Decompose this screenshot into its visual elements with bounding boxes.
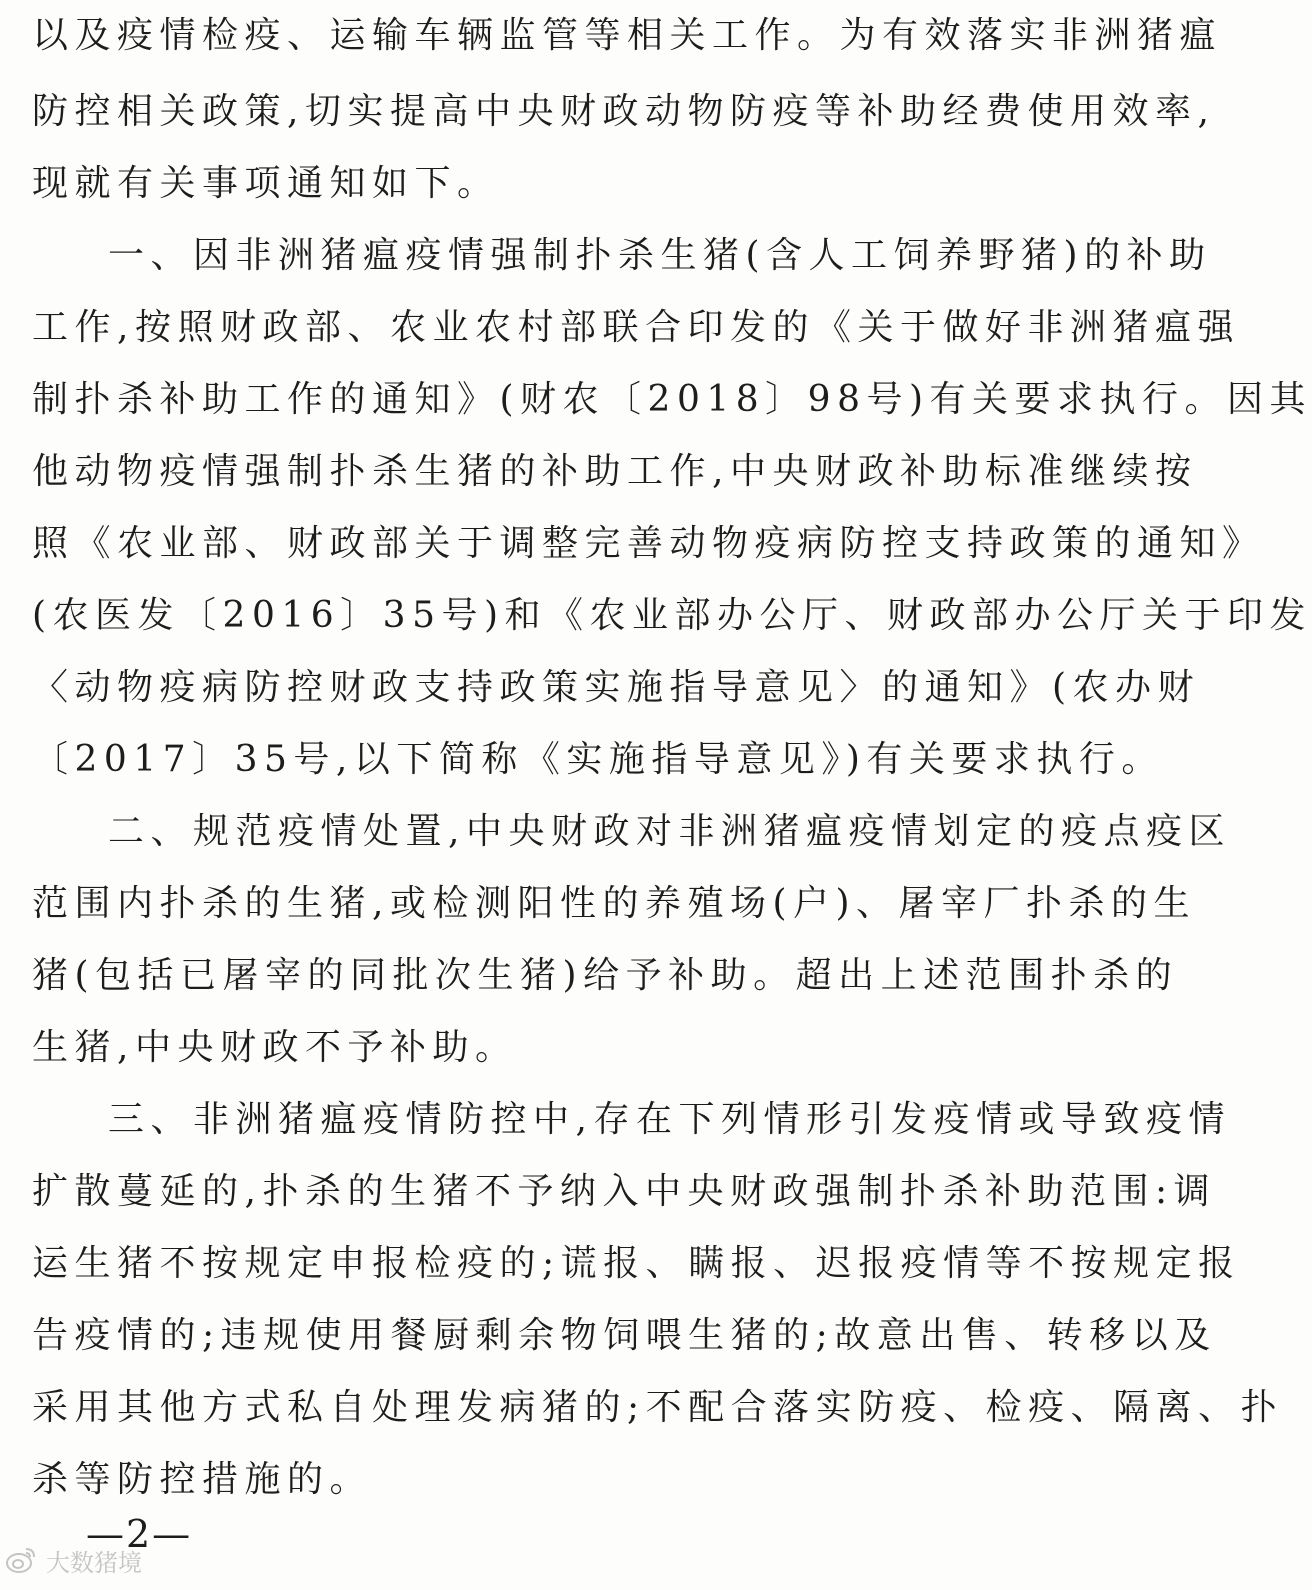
text-line: 运生猪不按规定申报检疫的;谎报、瞒报、迟报疫情等不按规定报: [32, 1243, 1241, 1284]
paragraph-2-start: 二、规范疫情处置,中央财政对非洲猪瘟疫情划定的疫点疫区: [108, 811, 1231, 852]
text-line: (农医发〔2016〕35号)和《农业部办公厅、财政部办公厅关于印发: [32, 595, 1312, 636]
text-line: 生猪,中央财政不予补助。: [32, 1027, 518, 1068]
weibo-logo-icon: [4, 1543, 38, 1577]
text-line: 采用其他方式私自处理发病猪的;不配合落实防疫、检疫、隔离、扑: [32, 1387, 1284, 1428]
watermark: [0, 1540, 142, 1580]
page-number: —2—: [86, 1512, 193, 1556]
text-line: 他动物疫情强制扑杀生猪的补助工作,中央财政补助标准继续按: [32, 451, 1198, 492]
text-line: 现就有关事项通知如下。: [32, 163, 500, 204]
text-line: 〈动物疫病防控财政支持政策实施指导意见〉的通知》(农办财: [32, 667, 1201, 708]
watermark-text: 大数猪境: [46, 1548, 142, 1577]
text-line: 范围内扑杀的生猪,或检测阳性的养殖场(户)、屠宰厂扑杀的生: [32, 883, 1197, 924]
text-line: 告疫情的;违规使用餐厨剩余物饲喂生猪的;故意出售、转移以及: [32, 1315, 1217, 1356]
text-line: 杀等防控措施的。: [32, 1459, 373, 1500]
text-line: 〔2017〕35号,以下简称《实施指导意见》)有关要求执行。: [32, 739, 1164, 780]
text-line: 扩散蔓延的,扑杀的生猪不予纳入中央财政强制扑杀补助范围:调: [32, 1171, 1217, 1212]
paragraph-1-start: 一、因非洲猪瘟疫情强制扑杀生猪(含人工饲养野猪)的补助: [108, 235, 1212, 276]
paragraph-3-start: 三、非洲猪瘟疫情防控中,存在下列情形引发疫情或导致疫情: [108, 1099, 1231, 1140]
text-line: 以及疫情检疫、运输车辆监管等相关工作。为有效落实非洲猪瘟: [32, 15, 1223, 56]
text-line: 照《农业部、财政部关于调整完善动物疫病防控支持政策的通知》: [32, 523, 1265, 564]
text-line: 制扑杀补助工作的通知》(财农〔2018〕98号)有关要求执行。因其: [32, 379, 1312, 420]
text-line: 猪(包括已屠宰的同批次生猪)给予补助。超出上述范围扑杀的: [32, 955, 1179, 996]
text-line: 工作,按照财政部、农业农村部联合印发的《关于做好非洲猪瘟强: [32, 307, 1240, 348]
text-line: 防控相关政策,切实提高中央财政动物防疫等补助经费使用效率,: [32, 91, 1216, 132]
